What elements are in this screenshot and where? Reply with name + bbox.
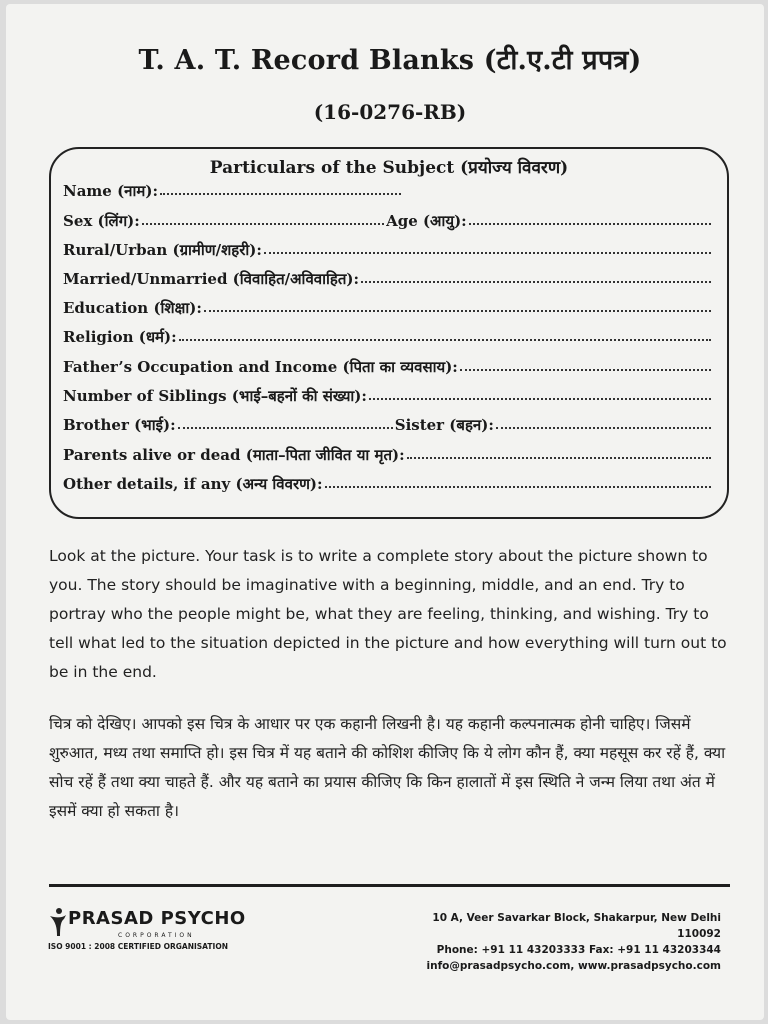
footer-divider — [49, 884, 730, 887]
married-field[interactable] — [63, 263, 713, 289]
brand-name: PRASAD PSYCHO — [68, 908, 246, 929]
age-label: Age (आयु): — [386, 212, 467, 230]
rural-urban-blank[interactable] — [264, 251, 711, 254]
sister-blank[interactable] — [496, 426, 711, 429]
other-details-field[interactable] — [63, 468, 713, 494]
instructions-english: Look at the picture. Your task is to write a complete story about the picture shown to you. The story should be imaginative with a beginning, middle, and an end. Try to portray who the people might be, what they are feeling, thinking, and wishing. Try to tell what led to the situation depicted in the picture and how everything will turn out to be in the end. — [49, 547, 727, 681]
address-line: 10 A, Veer Savarkar Block, Shakarpur, New Delhi 110092 — [432, 912, 721, 940]
sex-age-row — [63, 205, 713, 231]
age-blank[interactable] — [469, 222, 711, 225]
other-details-blank[interactable] — [325, 485, 711, 488]
form-sheet — [6, 4, 764, 1020]
iso-certification: ISO 9001 : 2008 CERTIFIED ORGANISATION — [48, 942, 228, 951]
married-label: Married/Unmarried (विवाहित/अविवाहित): — [63, 270, 360, 288]
father-occupation-label: Father’s Occupation and Income (पिता का व्यवसाय): — [63, 358, 458, 376]
siblings-blank[interactable] — [369, 397, 711, 400]
brand-corporation: CORPORATION — [118, 932, 195, 939]
instructions-hindi: चित्र को देखिए। आपको इस चित्र के आधार पर एक कहानी लिखनी है। यह कहानी कल्पनात्मक होनी चाहिए। जिसमें शुरुआत, मध्य तथा समाप्ति हो। इस चित्र में यह बताने की कोशिश कीजिए कि ये लोग कौन हैं, क्या महसूस कर रहें हैं, क्या सोच रहें हैं तथा क्या चाहते हैं. और यह बताने का प्रयास कीजिए कि किन हालातों में इस स्थिति ने जन्म लिया तथा अंत में इसमें क्या हो सकता है। — [49, 715, 726, 820]
name-label: Name (नाम): — [63, 182, 158, 200]
father-occupation-blank[interactable] — [460, 368, 711, 371]
particulars-box — [49, 147, 729, 519]
religion-field[interactable] — [63, 321, 713, 347]
religion-blank[interactable] — [179, 338, 711, 341]
web-email-line: info@prasadpsycho.com, www.prasadpsycho.com — [426, 960, 721, 972]
name-field[interactable] — [63, 175, 403, 201]
brother-sister-row — [63, 409, 713, 435]
particulars-heading: Particulars of the Subject (प्रयोज्य विवरण) — [209, 158, 569, 178]
married-blank[interactable] — [361, 280, 711, 283]
rural-urban-label: Rural/Urban (ग्रामीण/शहरी): — [63, 241, 262, 259]
sister-label: Sister (बहन): — [394, 416, 494, 434]
siblings-label: Number of Siblings (भाई–बहनों की संख्या): — [63, 387, 367, 405]
name-blank[interactable] — [160, 192, 401, 195]
person-logo-icon — [48, 906, 68, 938]
parents-label: Parents alive or dead (माता–पिता जीवित या मृत): — [63, 446, 405, 464]
other-details-label: Other details, if any (अन्य विवरण): — [63, 475, 323, 493]
education-blank[interactable] — [204, 309, 711, 312]
siblings-field[interactable] — [63, 380, 713, 406]
form-code: (16-0276-RB) — [313, 100, 467, 124]
page-title: T. A. T. Record Blanks (टी.ए.टी प्रपत्र) — [138, 45, 642, 76]
brother-label: Brother (भाई): — [63, 416, 176, 434]
parents-field[interactable] — [63, 439, 713, 465]
rural-urban-field[interactable] — [63, 234, 713, 260]
father-occupation-field[interactable] — [63, 351, 713, 377]
phone-line: Phone: +91 11 43203333 Fax: +91 11 43203344 — [436, 944, 721, 956]
education-field[interactable] — [63, 292, 713, 318]
religion-label: Religion (धर्म): — [63, 328, 177, 346]
contact-block — [391, 910, 721, 974]
sex-blank[interactable] — [142, 222, 384, 225]
parents-blank[interactable] — [407, 456, 711, 459]
sex-label: Sex (लिंग): — [63, 212, 140, 230]
brother-blank[interactable] — [178, 426, 393, 429]
education-label: Education (शिक्षा): — [63, 299, 202, 317]
company-logo — [48, 902, 248, 962]
